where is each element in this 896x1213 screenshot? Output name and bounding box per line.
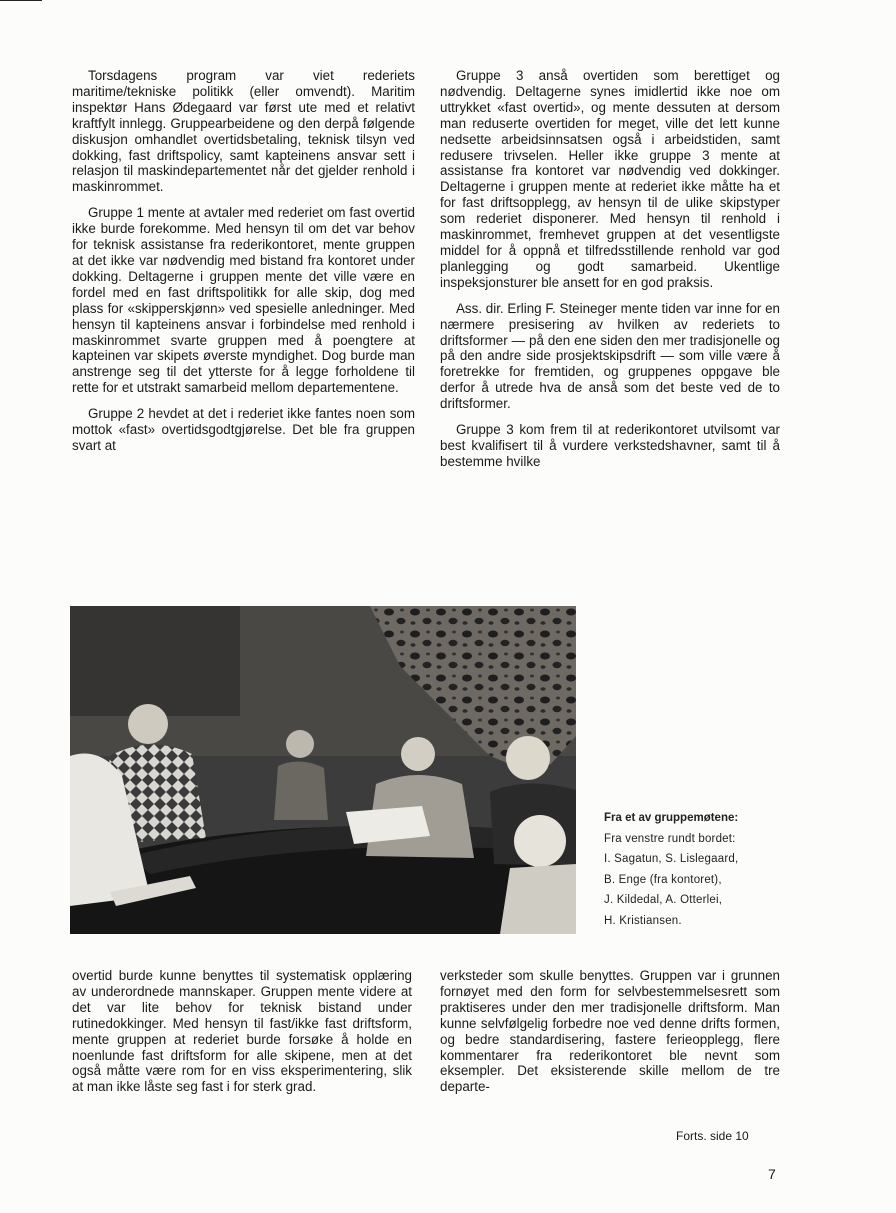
paragraph: Torsdagens program var viet rederiets maritime/tekniske politikk (eller omvendt). Maritim inspektør Hans Ødegaard var først ute med et relativt kraftfylt innlegg. Gruppearbeidene og den derpå følgende diskusjon omhandlet overtidsbetaling, teknisk tilsyn ved dokking, fast driftspolicy, samt kapteinens ansvar sett i relasjon til maskindepartementet når det gjelder renhold i maskinrommet. [72, 68, 415, 195]
top-rule [0, 0, 42, 1]
article-column-top-left [72, 68, 415, 454]
article-column-bottom-left [72, 968, 412, 1095]
page-number: 7 [768, 1166, 776, 1182]
caption-line: B. Enge (fra kontoret), [604, 873, 722, 886]
article-column-bottom-right [440, 968, 780, 1095]
paragraph: Gruppe 1 mente at avtaler med rederiet om fast overtid ikke burde forekomme. Med hensyn til om det var behov for teknisk assistanse fra rederikontoret, mente gruppen at det ikke var nødvendig med bistand fra kontoret under dokking. Deltagerne i gruppen mente det ville være en fordel med en fast driftspolitikk for alle skip, dog med plass for «skipperskjønn» ved spesielle anledninger. Med hensyn til kapteinens ansvar i forbindelse med renhold i maskinrommet svarte gruppen med å poengtere at kapteinen var skipets øverste myndighet. Dog burde man anstrenge seg til det ytterste for å legge forholdene til rette for et utstrakt samarbeid mellom departementene. [72, 205, 415, 396]
caption-title: Fra et av gruppemøtene: [604, 812, 739, 824]
caption-line: Fra venstre rundt bordet: [604, 832, 736, 845]
paragraph: verksteder som skulle benyttes. Gruppen var i grunnen fornøyet med den form for selvbestemmelsesrett som praktiseres under den mer tradisjonelle driftsform. Man kunne selvfølgelig forbedre noe ved denne drifts formen, og bedre standardisering, fastere ferieopplegg, flere kommentarer fra rederikontoret ble nevnt som eksempler. Det eksisterende skille mellom de tre departe- [440, 968, 780, 1095]
article-column-top-right [440, 68, 780, 470]
caption-line: I. Sagatun, S. Lislegaard, [604, 853, 739, 866]
paragraph: Gruppe 3 anså overtiden som berettiget og nødvendig. Deltagerne synes imidlertid ikke noe om uttrykket «fast overtid», og mente dessuten at dersom man reduserte overtiden for meget, ville det lett kunne nedsette arbeidsinnsatsen også i arbeidstiden, samt redusere trivselen. Heller ikke gruppe 3 mente at assistanse fra kontoret var nødvendig ved dokkinger. Deltagerne i gruppen mente at rederiet ikke måtte ha et for fast driftsopplegg, av hensyn til de ulike skipstyper som rederiet disponerer. Med hensyn til renhold i maskinrommet, fremhevet gruppen at det vesentligste middel for å oppnå et tilfredsstillende renhold var god planlegging og godt samarbeid. Ukentlige inspeksjonsturer ble ansett for en god praksis. [440, 68, 780, 290]
photo-illustration [70, 606, 576, 934]
continued-note: Forts. side 10 [676, 1129, 749, 1143]
caption-line: H. Kristiansen. [604, 914, 682, 927]
paragraph: Gruppe 2 hevdet at det i rederiet ikke fantes noen som mottok «fast» overtidsgodtgjørelse. Det ble fra gruppen svart at [72, 406, 415, 453]
paragraph: Gruppe 3 kom frem til at rederikontoret utvilsomt var best kvalifisert til å vurdere verkstedshavner, samt til å bestemme hvilke [440, 422, 780, 469]
paragraph: overtid burde kunne benyttes til systematisk opplæring av underordnede mannskaper. Gruppen mente videre at det var lite behov for teknisk bistand under rutinedokkinger. Med hensyn til fast/ikke fast driftsform, mente gruppen at rederiet burde forsøke å holde en noenlunde fast driftsform for alle skipene, men at det også måtte være rom for en viss eksperimentering, slik at man ikke låste seg fast i for sterk grad. [72, 968, 412, 1095]
photo-caption [604, 808, 804, 932]
caption-line: J. Kildedal, A. Otterlei, [604, 894, 723, 907]
group-meeting-photo [70, 606, 576, 934]
paragraph: Ass. dir. Erling F. Steineger mente tiden var inne for en nærmere presisering av hvilken av rederiets to driftsformer — på den ene siden den mer tradisjonelle og på den andre side prosjektskipsdrift — som ville være å foretrekke for fremtiden, og gruppenes oppgave ble derfor å utrede hva de anså som det beste ved de to driftsformer. [440, 300, 780, 412]
